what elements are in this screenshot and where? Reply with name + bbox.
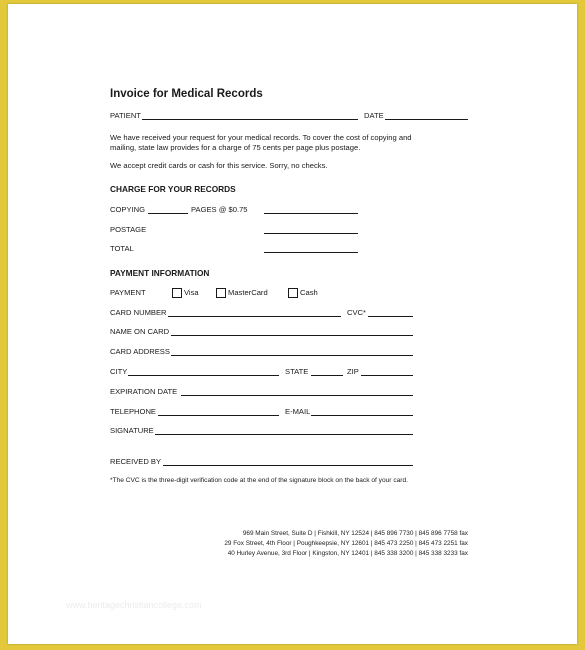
cash-checkbox[interactable] <box>288 288 298 298</box>
zip-label: ZIP <box>347 367 359 376</box>
payment-method-label: PAYMENT <box>110 288 146 297</box>
postage-amount-field[interactable] <box>264 233 358 234</box>
card-number-label: CARD NUMBER <box>110 308 167 317</box>
total-label: TOTAL <box>110 244 134 253</box>
date-field[interactable] <box>385 119 468 120</box>
total-amount-field[interactable] <box>264 252 358 253</box>
patient-field[interactable] <box>142 119 358 120</box>
copying-amount-field[interactable] <box>264 213 358 214</box>
card-number-field[interactable] <box>168 316 341 317</box>
visa-label: Visa <box>184 288 199 297</box>
card-address-label: CARD ADDRESS <box>110 347 170 356</box>
intro-text-line2: mailing, state law provides for a charge of 75 cents per page plus postage. <box>110 143 361 152</box>
email-field[interactable] <box>311 415 413 416</box>
received-by-label: RECEIVED BY <box>110 457 162 466</box>
office-address-poughkeepsie: 29 Fox Street, 4th Floor | Poughkeepsie, NY 12601 | 845 473 2250 | 845 473 2251 fax <box>224 540 468 547</box>
payment-heading: PAYMENT INFORMATION <box>110 268 210 278</box>
charges-heading: CHARGE FOR YOUR RECORDS <box>110 184 236 194</box>
signature-label: SIGNATURE <box>110 426 154 435</box>
received-by-field[interactable] <box>163 465 413 466</box>
telephone-field[interactable] <box>158 415 279 416</box>
mastercard-checkbox[interactable] <box>216 288 226 298</box>
city-field[interactable] <box>128 375 279 376</box>
expiration-date-label: EXPIRATION DATE <box>110 387 178 396</box>
name-on-card-field[interactable] <box>171 335 413 336</box>
office-address-kingston: 40 Hurley Avenue, 3rd Floor | Kingston, NY 12401 | 845 338 3200 | 845 338 3233 fax <box>227 550 468 557</box>
name-on-card-label: NAME ON CARD <box>110 327 170 336</box>
date-label: DATE <box>364 111 384 120</box>
watermark-text: www.heritagechristiancollege.com <box>66 600 202 610</box>
copying-pages-field[interactable] <box>148 213 188 214</box>
telephone-label: TELEPHONE <box>110 407 156 416</box>
cvc-label: CVC* <box>347 308 366 317</box>
copying-label: COPYING <box>110 205 146 214</box>
accept-text: We accept credit cards or cash for this service. Sorry, no checks. <box>110 161 328 170</box>
zip-field[interactable] <box>361 375 413 376</box>
state-field[interactable] <box>311 375 343 376</box>
office-address-fishkill: 969 Main Street, Suite D | Fishkill, NY 12524 | 845 896 7730 | 845 896 7758 fax <box>242 530 468 537</box>
intro-text-line1: We have received your request for your medical records. To cover the cost of copying and <box>110 133 412 142</box>
city-label: CITY <box>110 367 128 376</box>
pages-rate-label: PAGES @ $0.75 <box>191 205 248 214</box>
expiration-date-field[interactable] <box>181 395 413 396</box>
postage-label: POSTAGE <box>110 225 147 234</box>
visa-checkbox[interactable] <box>172 288 182 298</box>
state-label: STATE <box>285 367 309 376</box>
cvc-field[interactable] <box>368 316 413 317</box>
card-address-field[interactable] <box>171 355 413 356</box>
document-page <box>8 4 577 644</box>
email-label: E-MAIL <box>285 407 311 416</box>
cash-label: Cash <box>300 288 318 297</box>
page-title: Invoice for Medical Records <box>110 88 263 100</box>
mastercard-label: MasterCard <box>228 288 268 297</box>
signature-field[interactable] <box>155 434 413 435</box>
patient-label: PATIENT <box>110 111 141 120</box>
cvc-footnote: *The CVC is the three-digit verification code at the end of the signature block on the back of your card. <box>110 477 408 484</box>
